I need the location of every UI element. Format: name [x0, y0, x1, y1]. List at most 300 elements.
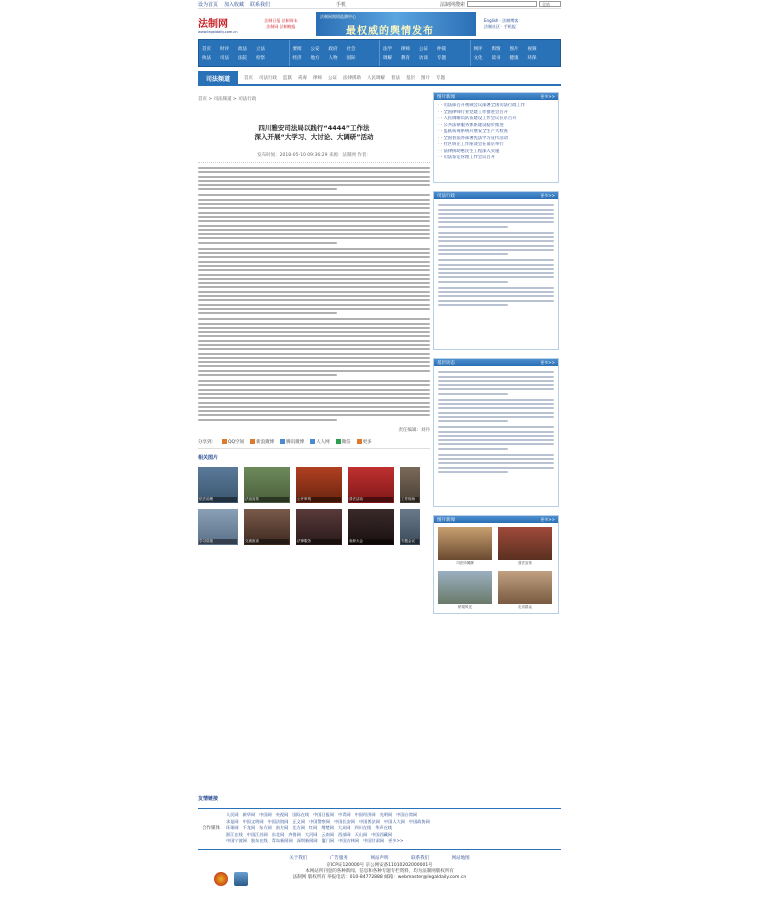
- text-line: [198, 286, 430, 288]
- text-line: [438, 253, 508, 255]
- friend-link[interactable]: 北方网: [292, 825, 305, 830]
- text-line: [438, 412, 554, 414]
- logo-url: www.legaldaily.com.cn: [198, 29, 238, 34]
- friend-link[interactable]: 千龙网: [242, 825, 256, 830]
- share-tweibo-button[interactable]: 腾讯微博: [280, 439, 304, 445]
- side-link-english[interactable]: English: [484, 18, 499, 23]
- header-banner-ad[interactable]: [316, 12, 476, 36]
- nav-item[interactable]: 社会: [346, 46, 356, 52]
- list-item[interactable]: · · 全国律师行业党建工作推进会召开: [438, 110, 554, 117]
- text-line: [198, 171, 430, 173]
- header-media-links: [250, 18, 312, 30]
- friend-link[interactable]: 荆楚网: [321, 825, 334, 830]
- list-item[interactable]: · · 全国普法办部署宪法学习宣传活动: [438, 136, 554, 143]
- friend-link[interactable]: 更多>>: [388, 838, 404, 843]
- more-icon: [357, 439, 362, 444]
- related-thumb[interactable]: 工作现场: [400, 467, 420, 503]
- friend-link[interactable]: 中国西藏网: [371, 831, 393, 837]
- text-line: [198, 248, 430, 250]
- text-line: [198, 295, 430, 297]
- sidebar-news-group: [438, 287, 554, 306]
- more-link[interactable]: 更多>>: [540, 192, 555, 198]
- search-label: 法制网搜索: [439, 1, 465, 8]
- related-thumb[interactable]: 依法治理: [198, 467, 238, 503]
- text-line: [198, 176, 430, 178]
- text-line: [198, 229, 430, 231]
- text-line: [438, 448, 508, 450]
- footer-link[interactable]: 关于我们: [289, 856, 308, 861]
- text-line: [438, 435, 554, 437]
- text-line: [438, 384, 554, 386]
- article-paragraph: [198, 380, 430, 421]
- text-line: [438, 467, 554, 469]
- nav-item[interactable]: 文化: [473, 55, 483, 61]
- list-item[interactable]: · · 法律援助惠民生工程深入实施: [438, 149, 554, 156]
- text-line: [198, 167, 430, 169]
- nav-item[interactable]: 仲裁: [437, 46, 446, 52]
- related-thumb[interactable]: 交流座谈: [244, 509, 290, 545]
- friend-link[interactable]: 央视网: [275, 812, 289, 817]
- sidebar-photo[interactable]: 普法宣传: [498, 527, 552, 560]
- search-input[interactable]: [467, 1, 537, 7]
- text-line: [438, 245, 554, 247]
- text-line: [198, 265, 430, 267]
- friend-link[interactable]: 四川在线: [354, 825, 372, 830]
- friend-link[interactable]: 深圳新闻网: [296, 838, 318, 843]
- nav-item[interactable]: 国际: [346, 55, 356, 61]
- text-line: [438, 236, 554, 238]
- channel-nav-items: [244, 75, 445, 81]
- text-line: [438, 458, 554, 460]
- related-thumb[interactable]: 学习讲座: [198, 509, 238, 545]
- nav-item[interactable]: 政府: [328, 46, 338, 52]
- nav-item[interactable]: 图片: [509, 46, 519, 52]
- text-line: [198, 180, 430, 182]
- friend-link[interactable]: 中国宁波网: [226, 838, 247, 843]
- channel-nav: [198, 71, 561, 86]
- channel-nav-item[interactable]: 司法行政: [259, 75, 278, 81]
- sidebar-box-list: [434, 100, 558, 182]
- article-title-line2: 深入开展“大学习、大讨论、大调研”活动: [254, 133, 374, 141]
- footer-line: 本网站所刊登的各种新闻、信息和各种专题专栏资料，均为法制网版权所有: [305, 869, 454, 874]
- text-line: [438, 462, 554, 464]
- article-editor: 责任编辑：刘丹: [398, 427, 430, 433]
- sidebar-box-header: [434, 359, 558, 366]
- breadcrumb[interactable]: 首页 > 司法频道 > 司法行政: [198, 97, 257, 102]
- text-line: [198, 278, 430, 280]
- text-line: [438, 240, 554, 242]
- share-renren-button[interactable]: 人人网: [310, 439, 330, 445]
- friend-link[interactable]: 红网: [308, 825, 318, 830]
- sidebar-news-group: [438, 399, 554, 422]
- share-more-button[interactable]: 更多: [357, 439, 372, 445]
- friend-link[interactable]: 青岛新闻网: [271, 838, 293, 843]
- footer: [198, 855, 561, 881]
- text-line: [438, 226, 508, 228]
- text-line: [438, 276, 554, 278]
- wechat-icon: [336, 439, 341, 444]
- header: [198, 9, 561, 39]
- top-bar: [198, 0, 561, 9]
- channel-nav-item[interactable]: 图片: [421, 75, 431, 81]
- text-line: [198, 269, 430, 271]
- share-qzone-button[interactable]: QQ空间: [222, 439, 244, 445]
- text-line: [198, 397, 430, 399]
- text-line: [438, 431, 554, 433]
- nav-item[interactable]: 视频: [527, 46, 537, 52]
- sidebar-news-group: [438, 232, 554, 255]
- text-line: [198, 374, 337, 376]
- nav-item[interactable]: 地方: [310, 55, 320, 61]
- friend-link[interactable]: 东方网: [259, 825, 272, 830]
- friend-link[interactable]: 中国警察网: [309, 818, 331, 824]
- nav-item[interactable]: 健康: [509, 55, 519, 61]
- list-item[interactable]: · · 司法鉴定管理工作会议召开: [438, 155, 554, 162]
- friend-link[interactable]: 人民网: [226, 812, 239, 817]
- nav-item[interactable]: 法院: [238, 55, 247, 61]
- text-line: [198, 291, 430, 293]
- text-line: [438, 221, 554, 223]
- search-scope-select[interactable]: 全站: [539, 1, 561, 7]
- text-line: [198, 365, 430, 367]
- sidebar-news-group: [438, 204, 554, 227]
- list-item[interactable]: · · 公共法律服务体系建设稳步推进: [438, 123, 554, 130]
- sidebar-box-header: [434, 516, 558, 523]
- friend-link[interactable]: 大众网: [337, 825, 351, 830]
- text-line: [198, 361, 430, 363]
- qzone-icon: [222, 439, 227, 444]
- nav-group-3: [380, 40, 471, 66]
- text-line: [438, 399, 554, 401]
- text-line: [198, 323, 430, 325]
- channel-nav-item[interactable]: 监狱: [283, 75, 293, 81]
- header-link-4[interactable]: 法制晚报: [279, 24, 296, 29]
- text-line: [198, 419, 337, 421]
- friend-links-label: 合作媒体: [202, 826, 220, 831]
- channel-nav-item[interactable]: 戒毒: [298, 75, 308, 81]
- nav-item[interactable]: 人物: [328, 55, 338, 61]
- list-item[interactable]: · · 人民调解员队伍建设工作会议在京召开: [438, 116, 554, 123]
- more-link[interactable]: 更多>>: [540, 359, 555, 365]
- friend-link[interactable]: 中国江苏网: [246, 831, 268, 837]
- text-line: [438, 232, 554, 234]
- text-line: [198, 184, 430, 186]
- share-weibo-button[interactable]: 新浪微博: [250, 439, 274, 445]
- text-line: [198, 233, 430, 235]
- nav-item[interactable]: 环保: [527, 55, 537, 61]
- footer-line: 法制网 版权所有 举报电话：010-84772888 邮箱：webmaster@legaldaily.com.cn: [292, 875, 467, 880]
- header-link-1[interactable]: 法制日报: [264, 18, 281, 23]
- nav-item[interactable]: 律师: [401, 46, 410, 52]
- renren-icon: [310, 439, 315, 444]
- nav-item[interactable]: 法学: [383, 46, 392, 52]
- article-title: [198, 124, 430, 142]
- text-line: [438, 443, 554, 445]
- nav-item[interactable]: 执法: [202, 55, 211, 61]
- text-line: [438, 420, 508, 422]
- friend-link[interactable]: 中国长安网: [334, 818, 355, 824]
- nav-item[interactable]: 公安: [310, 46, 320, 52]
- friend-link[interactable]: 中国政协网: [408, 818, 430, 824]
- nav-item[interactable]: 访谈: [419, 55, 428, 61]
- text-line: [438, 209, 554, 211]
- friend-link[interactable]: 环球网: [226, 825, 239, 830]
- sidebar-box-title: 图片新闻: [437, 517, 455, 523]
- text-line: [438, 439, 554, 441]
- friend-link[interactable]: 正义网: [292, 818, 306, 824]
- nav-item[interactable]: 政法: [238, 46, 247, 52]
- share-bar: [198, 439, 430, 449]
- related-thumb[interactable]: 专题会议: [400, 509, 420, 545]
- text-line: [438, 204, 554, 206]
- nav-item[interactable]: 网评: [473, 46, 483, 52]
- side-link-mobile[interactable]: 手机报: [503, 24, 516, 29]
- nav-item[interactable]: 首页: [202, 46, 211, 52]
- text-line: [438, 371, 554, 373]
- friend-link[interactable]: 齐鲁网: [288, 831, 301, 837]
- nav-item[interactable]: 检察: [256, 55, 265, 61]
- site-logo[interactable]: [198, 12, 246, 36]
- channel-nav-item[interactable]: 公证: [328, 75, 338, 81]
- friend-link[interactable]: 国际在线: [292, 812, 310, 817]
- text-line: [438, 249, 554, 251]
- related-thumb[interactable]: 普法活动: [348, 467, 394, 503]
- friend-link[interactable]: 华声在线: [375, 825, 392, 830]
- top-search: [440, 1, 561, 8]
- main-nav: [198, 39, 561, 67]
- text-line: [198, 327, 430, 329]
- friend-link[interactable]: 云南网: [321, 831, 335, 837]
- text-line: [198, 318, 430, 320]
- related-images-title: 相关图片: [198, 454, 219, 461]
- nav-item[interactable]: 公证: [419, 46, 428, 52]
- more-link[interactable]: 更多>>: [540, 93, 555, 99]
- text-line: [198, 308, 430, 310]
- text-line: [438, 287, 554, 289]
- text-line: [198, 220, 430, 222]
- text-line: [198, 357, 430, 359]
- channel-nav-item[interactable]: 基层: [406, 75, 416, 81]
- text-line: [198, 312, 337, 314]
- nav-item[interactable]: 经济: [292, 55, 302, 61]
- text-line: [198, 299, 430, 301]
- sidebar-box-news: [433, 92, 559, 183]
- friend-link[interactable]: 中国文明网: [242, 818, 264, 824]
- related-images-grid: [198, 467, 430, 545]
- banner-title: 最权威的舆情发布: [346, 26, 434, 37]
- text-line: [198, 393, 430, 395]
- top-mobile-link[interactable]: 手机: [336, 1, 347, 8]
- friend-links-row: [226, 838, 559, 845]
- article-column: [198, 92, 430, 545]
- footer-link[interactable]: 网站地图: [451, 856, 470, 861]
- text-line: [438, 304, 508, 306]
- list-item[interactable]: · · 司法部召开视频会议部署全国司法行政工作: [438, 103, 554, 110]
- text-line: [438, 272, 554, 274]
- text-line: [198, 331, 430, 333]
- list-item[interactable]: · · 社区矫正工作座谈会在南京举行: [438, 142, 554, 149]
- text-line: [438, 300, 554, 302]
- nav-item[interactable]: 时评: [220, 46, 229, 52]
- text-line: [438, 407, 554, 409]
- more-link[interactable]: 更多>>: [540, 516, 555, 522]
- friend-link[interactable]: 中国网: [259, 812, 272, 817]
- nav-item[interactable]: 要闻: [292, 46, 302, 52]
- logo-text: 法制网: [198, 18, 228, 30]
- nav-item[interactable]: 调解: [383, 55, 392, 61]
- sidebar-box-justice: [433, 191, 559, 350]
- sidebar-box-local: [433, 358, 559, 507]
- sidebar-photo[interactable]: 司法所揭牌: [438, 527, 492, 560]
- text-line: [198, 199, 430, 201]
- police-emblem-icon[interactable]: [214, 872, 228, 886]
- top-link-contact[interactable]: 联系我们: [250, 1, 271, 8]
- sidebar-box-list: [434, 366, 558, 506]
- friend-link[interactable]: 中国甘肃网: [363, 838, 385, 843]
- text-line: [438, 426, 554, 428]
- friend-link[interactable]: 胶东在线: [250, 838, 268, 843]
- text-line: [438, 454, 554, 456]
- channel-nav-item[interactable]: 专题: [436, 75, 446, 81]
- trust-badge-icon[interactable]: [234, 872, 248, 886]
- footer-link[interactable]: 广告服务: [329, 856, 348, 861]
- friend-link[interactable]: 东北网: [271, 831, 285, 837]
- page: [198, 0, 561, 900]
- text-line: [198, 344, 430, 346]
- article-body: [198, 167, 430, 421]
- text-line: [198, 194, 430, 196]
- channel-nav-item[interactable]: 普法: [391, 75, 401, 81]
- text-line: [198, 225, 430, 227]
- tencent-weibo-icon: [280, 439, 285, 444]
- text-line: [198, 348, 430, 350]
- friend-link[interactable]: 南方网: [275, 825, 289, 830]
- text-line: [198, 406, 430, 408]
- banner-subtitle: 法制网舆情监测中心: [320, 14, 356, 19]
- text-line: [198, 274, 430, 276]
- header-link-2[interactable]: 法制周末: [281, 18, 298, 23]
- text-line: [198, 410, 430, 412]
- text-line: [198, 242, 337, 244]
- nav-item[interactable]: 教育: [401, 55, 410, 61]
- text-line: [438, 291, 554, 293]
- related-thumb[interactable]: 法治宣传: [244, 467, 290, 503]
- sidebar-box-title: 司法行政: [437, 193, 455, 199]
- text-line: [198, 384, 430, 386]
- text-line: [198, 188, 337, 190]
- related-thumb[interactable]: 公开审判: [296, 467, 342, 503]
- sidebar-photo[interactable]: 走访群众: [498, 571, 552, 604]
- sidebar-news-group: [438, 426, 554, 449]
- text-line: [198, 212, 430, 214]
- friend-link[interactable]: 中青网: [338, 812, 351, 817]
- article-paragraph: [198, 194, 430, 243]
- nav-item[interactable]: 舆情: [491, 46, 501, 52]
- friend-link[interactable]: 天山网: [354, 831, 368, 837]
- footer-line: 京ICP证120000号 京公网安备11010202000001号: [326, 863, 433, 868]
- friend-link[interactable]: 求是网: [226, 818, 239, 824]
- header-link-3[interactable]: 法制网: [266, 24, 279, 29]
- text-line: [198, 402, 430, 404]
- text-line: [198, 335, 430, 337]
- share-label: 分享到：: [198, 439, 216, 445]
- header-side-links: English · 法制博客 法制社区 · 手机报: [484, 18, 519, 29]
- friend-link[interactable]: 厦门网: [321, 838, 335, 843]
- nav-group-4: [471, 40, 561, 66]
- sidebar-box-title: 图片新闻: [437, 94, 455, 100]
- friend-link[interactable]: 光明网: [379, 812, 393, 817]
- list-item[interactable]: · · 监狱戒毒系统开展安全生产大检查: [438, 129, 554, 136]
- friend-link[interactable]: 中国吉林网: [338, 838, 360, 843]
- nav-item[interactable]: 读书: [491, 55, 501, 61]
- friend-link[interactable]: 中国日报网: [313, 812, 335, 817]
- channel-tab-active[interactable]: 司法频道: [198, 71, 238, 84]
- text-line: [438, 380, 554, 382]
- footer-link[interactable]: 联系我们: [411, 856, 430, 861]
- nav-item[interactable]: 专题: [437, 55, 446, 61]
- sidebar-news-group: [438, 259, 554, 282]
- channel-nav-item[interactable]: 首页: [244, 75, 254, 81]
- friend-link[interactable]: 西部网: [338, 831, 351, 837]
- top-link-home[interactable]: 设为首页: [198, 1, 219, 8]
- friend-link[interactable]: 新华网: [242, 812, 256, 817]
- nav-item[interactable]: 立法: [256, 46, 265, 52]
- article-paragraph: [198, 318, 430, 376]
- channel-nav-item[interactable]: 人民调解: [367, 75, 386, 81]
- sidebar-box-title: 基层动态: [437, 360, 455, 366]
- text-line: [198, 203, 430, 205]
- article-paragraph: [198, 167, 430, 190]
- sidebar-box-list: [434, 199, 558, 349]
- nav-item[interactable]: 司法: [220, 55, 229, 61]
- footer-copyright: [198, 863, 561, 881]
- channel-nav-item[interactable]: 法律援助: [343, 75, 362, 81]
- text-line: [438, 376, 554, 378]
- text-line: [198, 252, 430, 254]
- text-line: [438, 281, 508, 283]
- footer-link[interactable]: 网站声明: [370, 856, 389, 861]
- friend-link[interactable]: 中国法院网: [267, 818, 289, 824]
- friend-link[interactable]: 大河网: [304, 831, 318, 837]
- text-line: [198, 389, 430, 391]
- text-line: [438, 393, 508, 395]
- friend-link[interactable]: 中国普法网: [358, 818, 380, 824]
- side-link-community[interactable]: 法制社区: [484, 24, 500, 29]
- text-line: [198, 282, 430, 284]
- text-line: [198, 304, 430, 306]
- channel-nav-item[interactable]: 律师: [313, 75, 323, 81]
- friend-link[interactable]: 中国台湾网: [396, 812, 418, 817]
- nav-group-1: [199, 40, 290, 66]
- top-link-favorite[interactable]: 加入收藏: [224, 1, 245, 8]
- sidebar-photo[interactable]: 桥梁风光: [438, 571, 492, 604]
- share-wechat-button[interactable]: 微信: [336, 439, 351, 445]
- side-link-blog[interactable]: 法制博客: [502, 18, 519, 23]
- related-thumb[interactable]: 表彰大会: [348, 509, 394, 545]
- friend-link[interactable]: 中国人大网: [383, 818, 405, 824]
- text-line: [438, 471, 508, 473]
- sidebar: [433, 92, 559, 622]
- friend-link[interactable]: 浙江在线: [226, 831, 243, 837]
- friend-links-box: [198, 808, 561, 850]
- friend-link[interactable]: 中国经济网: [354, 812, 376, 817]
- related-thumb[interactable]: 法律服务: [296, 509, 342, 545]
- text-line: [438, 268, 554, 270]
- text-line: [198, 256, 430, 258]
- text-line: [438, 217, 554, 219]
- text-line: [438, 403, 554, 405]
- text-line: [438, 264, 554, 266]
